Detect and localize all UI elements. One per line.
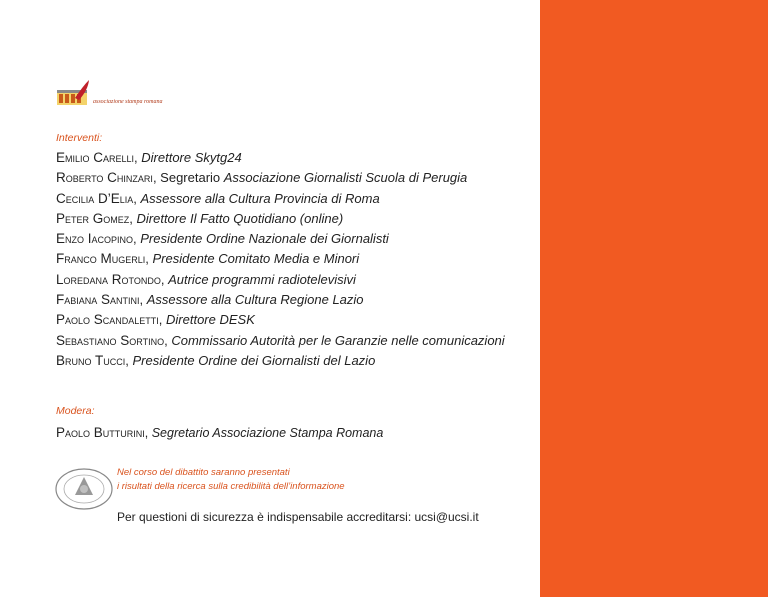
speaker-role: Commissario Autorità per le Garanzie nelle comunicazioni (171, 332, 505, 348)
ucsi-seal-logo (53, 467, 115, 511)
speaker-name: Fabiana Santini (56, 292, 140, 308)
moderator-row: Paolo Butturini, Segretario Associazione Stampa Romana (56, 425, 384, 440)
speaker-row: Roberto Chinzari, Segretario Associazione Giornalisti Scuola di Perugia (56, 170, 468, 186)
speaker-name: Bruno Tucci (56, 352, 126, 368)
speaker-role: Direttore Skytg24 (141, 150, 242, 165)
speaker-role: Presidente Ordine Nazionale dei Giornalisti (140, 231, 389, 247)
speaker-row: Fabiana Santini, Assessore alla Cultura Regione Lazio (56, 292, 364, 308)
speaker-role: Assessore alla Cultura Provincia di Roma (140, 190, 380, 206)
speaker-role: Autrice programmi radiotelevisivi (168, 271, 356, 287)
speaker-row: Enzo Iacopino, Presidente Ordine Nazionale dei Giornalisti (56, 231, 389, 247)
research-note: Nel corso del dibattito saranno presentati i risultati della ricerca sulla credibilità dell’informazione (117, 467, 345, 492)
speaker-name: Roberto Chinzari (56, 170, 153, 186)
speaker-role: Direttore Il Fatto Quotidiano (online) (136, 210, 344, 226)
speaker-role: Presidente Comitato Media e Minori (152, 251, 360, 267)
speaker-name: Paolo Scandaletti (56, 312, 159, 328)
speaker-name: Emilio Carelli (56, 150, 135, 165)
speaker-role: Associazione Giornalisti Scuola di Perugia (223, 170, 468, 186)
speaker-row: Peter Gomez, Direttore Il Fatto Quotidiano (online) (56, 210, 344, 226)
speaker-role: Assessore alla Cultura Regione Lazio (146, 292, 364, 308)
moderator-role: Segretario Associazione Stampa Romana (151, 426, 384, 440)
speaker-row: Cecilia D’Elia, Assessore alla Cultura Provincia di Roma (56, 190, 380, 206)
speaker-role: Direttore DESK (166, 312, 255, 328)
logo-text: associazione stampa romana (93, 99, 163, 105)
speaker-row: Sebastiano Sortino, Commissario Autorità per le Garanzie nelle comunicazioni (56, 332, 505, 348)
speaker-row: Franco Mugerli, Presidente Comitato Media e Minori (56, 251, 360, 267)
speaker-name: Sebastiano Sortino (56, 332, 165, 348)
modera-label: Modera: (56, 405, 95, 417)
speaker-row: Bruno Tucci, Presidente Ordine dei Giornalisti del Lazio (56, 352, 376, 368)
interventi-label: Interventi: (56, 132, 103, 144)
speaker-row: Emilio Carelli, Direttore Skytg24 (56, 150, 242, 165)
speaker-name: Cecilia D’Elia (56, 190, 134, 206)
speaker-name: Enzo Iacopino (56, 231, 134, 247)
speaker-role: Presidente Ordine dei Giornalisti del Lazio (132, 352, 376, 368)
moderator-name: Paolo Butturini (56, 425, 145, 440)
speaker-name: Peter Gomez (56, 210, 130, 226)
speakers-list (56, 150, 505, 373)
invitation-right-panel (540, 0, 768, 597)
speaker-name: Loredana Rotondo (56, 271, 161, 287)
speaker-row: Paolo Scandaletti, Direttore DESK (56, 312, 255, 328)
speaker-row: Loredana Rotondo, Autrice programmi radiotelevisivi (56, 271, 356, 287)
security-notice: Per questioni di sicurezza è indispensabile accreditarsi: ucsi@ucsi.it (117, 510, 479, 524)
speaker-name: Franco Mugerli (56, 251, 146, 267)
